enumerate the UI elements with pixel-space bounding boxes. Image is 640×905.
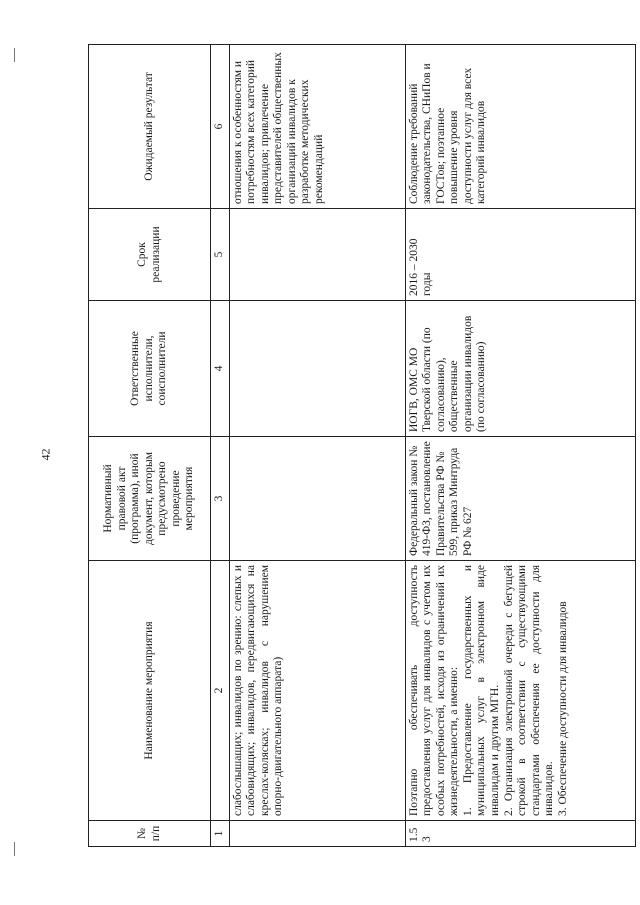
legal-act [229, 437, 405, 561]
term: 2016 – 2030 годы [405, 209, 635, 301]
legal-act: Федеральный закон № 419-ФЗ, постановление Правительства РФ № 599, приказ Минтруда РФ № 627 [405, 437, 635, 561]
executors [229, 301, 405, 437]
expected-result: отношения к особенностям и потребностям всех категорий инвалидов; привлечение представителей общественных организаций инвалидов к разработке методических рекомендаций [229, 45, 405, 209]
header-name: Наименование мероприятия [89, 561, 211, 821]
column-number: 6 [211, 45, 230, 209]
table-row [405, 45, 635, 847]
measure-name-line: 3. Обеспечение доступности для инвалидов [556, 601, 569, 816]
row-number: 1.53 [405, 821, 635, 847]
table-row [229, 45, 405, 847]
column-number: 3 [211, 437, 230, 561]
expected-result: Соблюдение требований законодательства, СНиПов и ГОСТов; поэтапное повышение уровня доступности услуг для всех категорий инвалидов [405, 45, 635, 209]
column-number: 5 [211, 209, 230, 301]
column-number: 2 [211, 561, 230, 821]
column-number: 4 [211, 301, 230, 437]
column-number-row [211, 45, 230, 847]
header-executors: Ответственные исполнители, соисполнители [89, 301, 211, 437]
measure-name-line: 1. Предоставление государственных и муниципальных услуг в электронном виде инвалидам и другим МГН. [461, 565, 501, 816]
executors: ИОГВ, ОМС МО Тверской области (по согласованию), общественные организации инвалидов (по согласованию) [405, 301, 635, 437]
measures-table [88, 44, 636, 847]
measure-name-line: Поэтапно обеспечивать доступность предоставления услуг для инвалидов с учетом их особых потребностей, исходя из ограничений их жизнедеятельности, а именно: [407, 565, 461, 816]
header-term: Срок реализации [89, 209, 211, 301]
column-number: 1 [211, 821, 230, 847]
header-result: Ожидаемый результат [89, 45, 211, 209]
header-row [89, 45, 211, 847]
header-act: Нормативный правовой акт (программа), иной документ, которым предусмотрено проведение мероприятия [89, 437, 211, 561]
measure-name [405, 561, 635, 821]
term [229, 209, 405, 301]
header-num: № п/п [89, 821, 211, 847]
page-number: 42 [38, 448, 53, 461]
row-number [229, 821, 405, 847]
measure-name: слабослышащих; инвалидов по зрению: слепых и слабовидящих; инвалидов, передвигающихся на креслах-колясках; инвалидов с нарушением опорно-двигательного аппарата) [229, 561, 405, 821]
measure-name-line: 2. Организация электронной очереди с бегущей строкой в соответствии с существующими стандартами обеспечения ее доступности для инвалидов. [502, 565, 556, 816]
